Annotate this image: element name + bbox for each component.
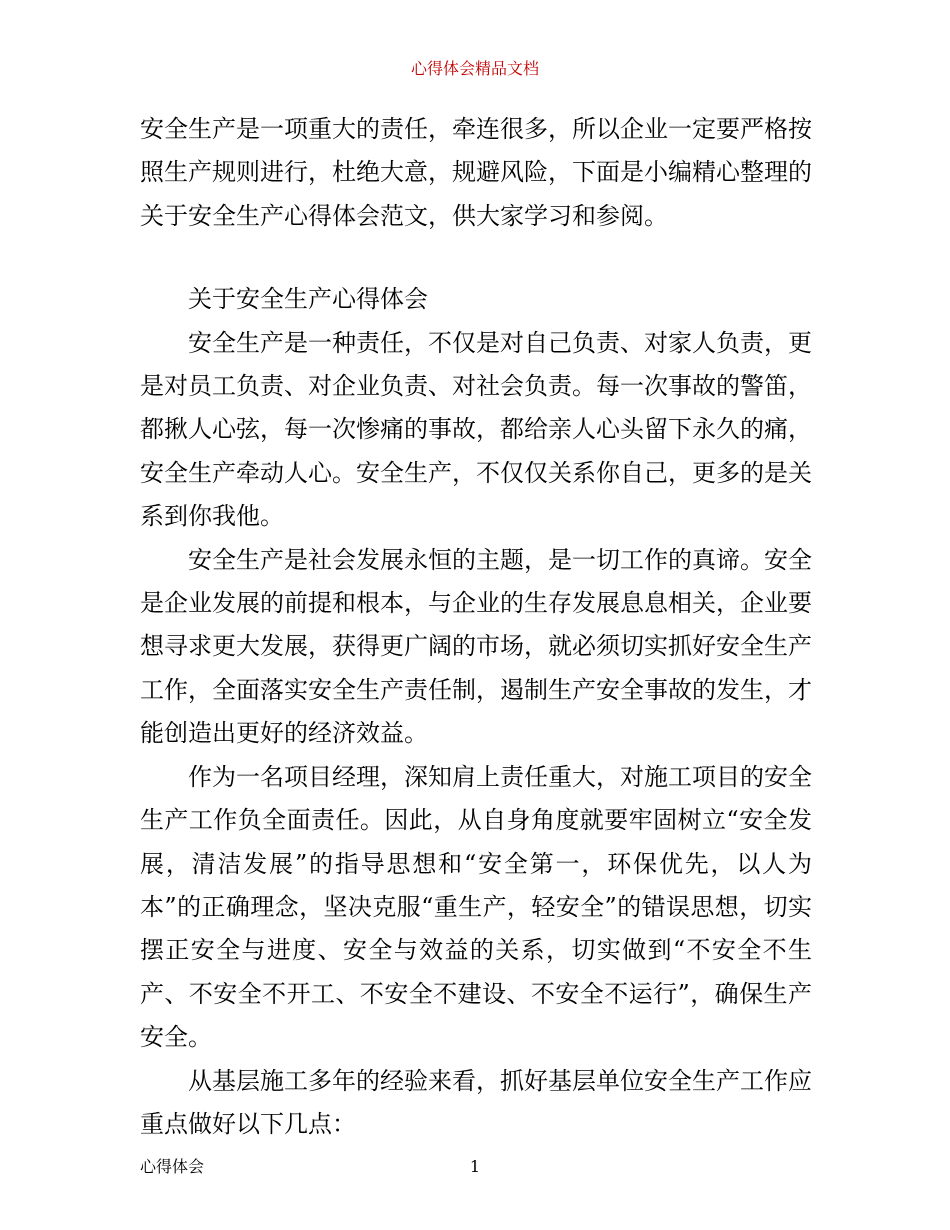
section-heading: 关于安全生产心得体会 — [188, 285, 428, 314]
document-body — [140, 108, 812, 1146]
body-paragraph-2: 安全生产是社会发展永恒的主题，是一切工作的真谛。安全是企业发展的前提和根本，与企业的生存发展息息相关，企业要想寻求更大发展，获得更广阔的市场，就必须切实抓好安全生产工作，全面落实安全生产责任制，遏制生产安全事故的发生，才能创造出更好的经济效益。 — [140, 545, 812, 748]
page-number: 1 — [469, 1157, 481, 1176]
body-paragraph-4: 从基层施工多年的经验来看，抓好基层单位安全生产工作应重点做好以下几点： — [140, 1066, 812, 1138]
document-header-title: 心得体会精品文档 — [410, 59, 539, 78]
intro-paragraph: 安全生产是一项重大的责任，牵连很多，所以企业一定要严格按照生产规则进行，杜绝大意，规避风险，下面是小编精心整理的关于安全生产心得体会范文，供大家学习和参阅。 — [140, 115, 812, 230]
body-paragraph-1: 安全生产是一种责任，不仅是对自己负责、对家人负责，更是对员工负责、对企业负责、对社会负责。每一次事故的警笛，都揪人心弦，每一次惨痛的事故，都给亲人心头留下永久的痛，安全生产牵动人心。安全生产，不仅仅关系你自己，更多的是关系到你我他。 — [140, 328, 812, 531]
body-paragraph-3: 作为一名项目经理，深知肩上责任重大，对施工项目的安全生产工作负全面责任。因此，从自身角度就要牢固树立“安全发展，清洁发展”的指导思想和“安全第一，环保优先，以人为本”的正确理念，坚决克服“重生产，轻安全”的错误思想，切实摆正安全与进度、安全与效益的关系，切实做到“不安全不生产、不安全不开工、不安全不建设、不安全不运行”，确保生产安全。 — [140, 762, 812, 1052]
footer-label: 心得体会 — [140, 1157, 205, 1176]
paragraph-spacer — [140, 238, 812, 278]
